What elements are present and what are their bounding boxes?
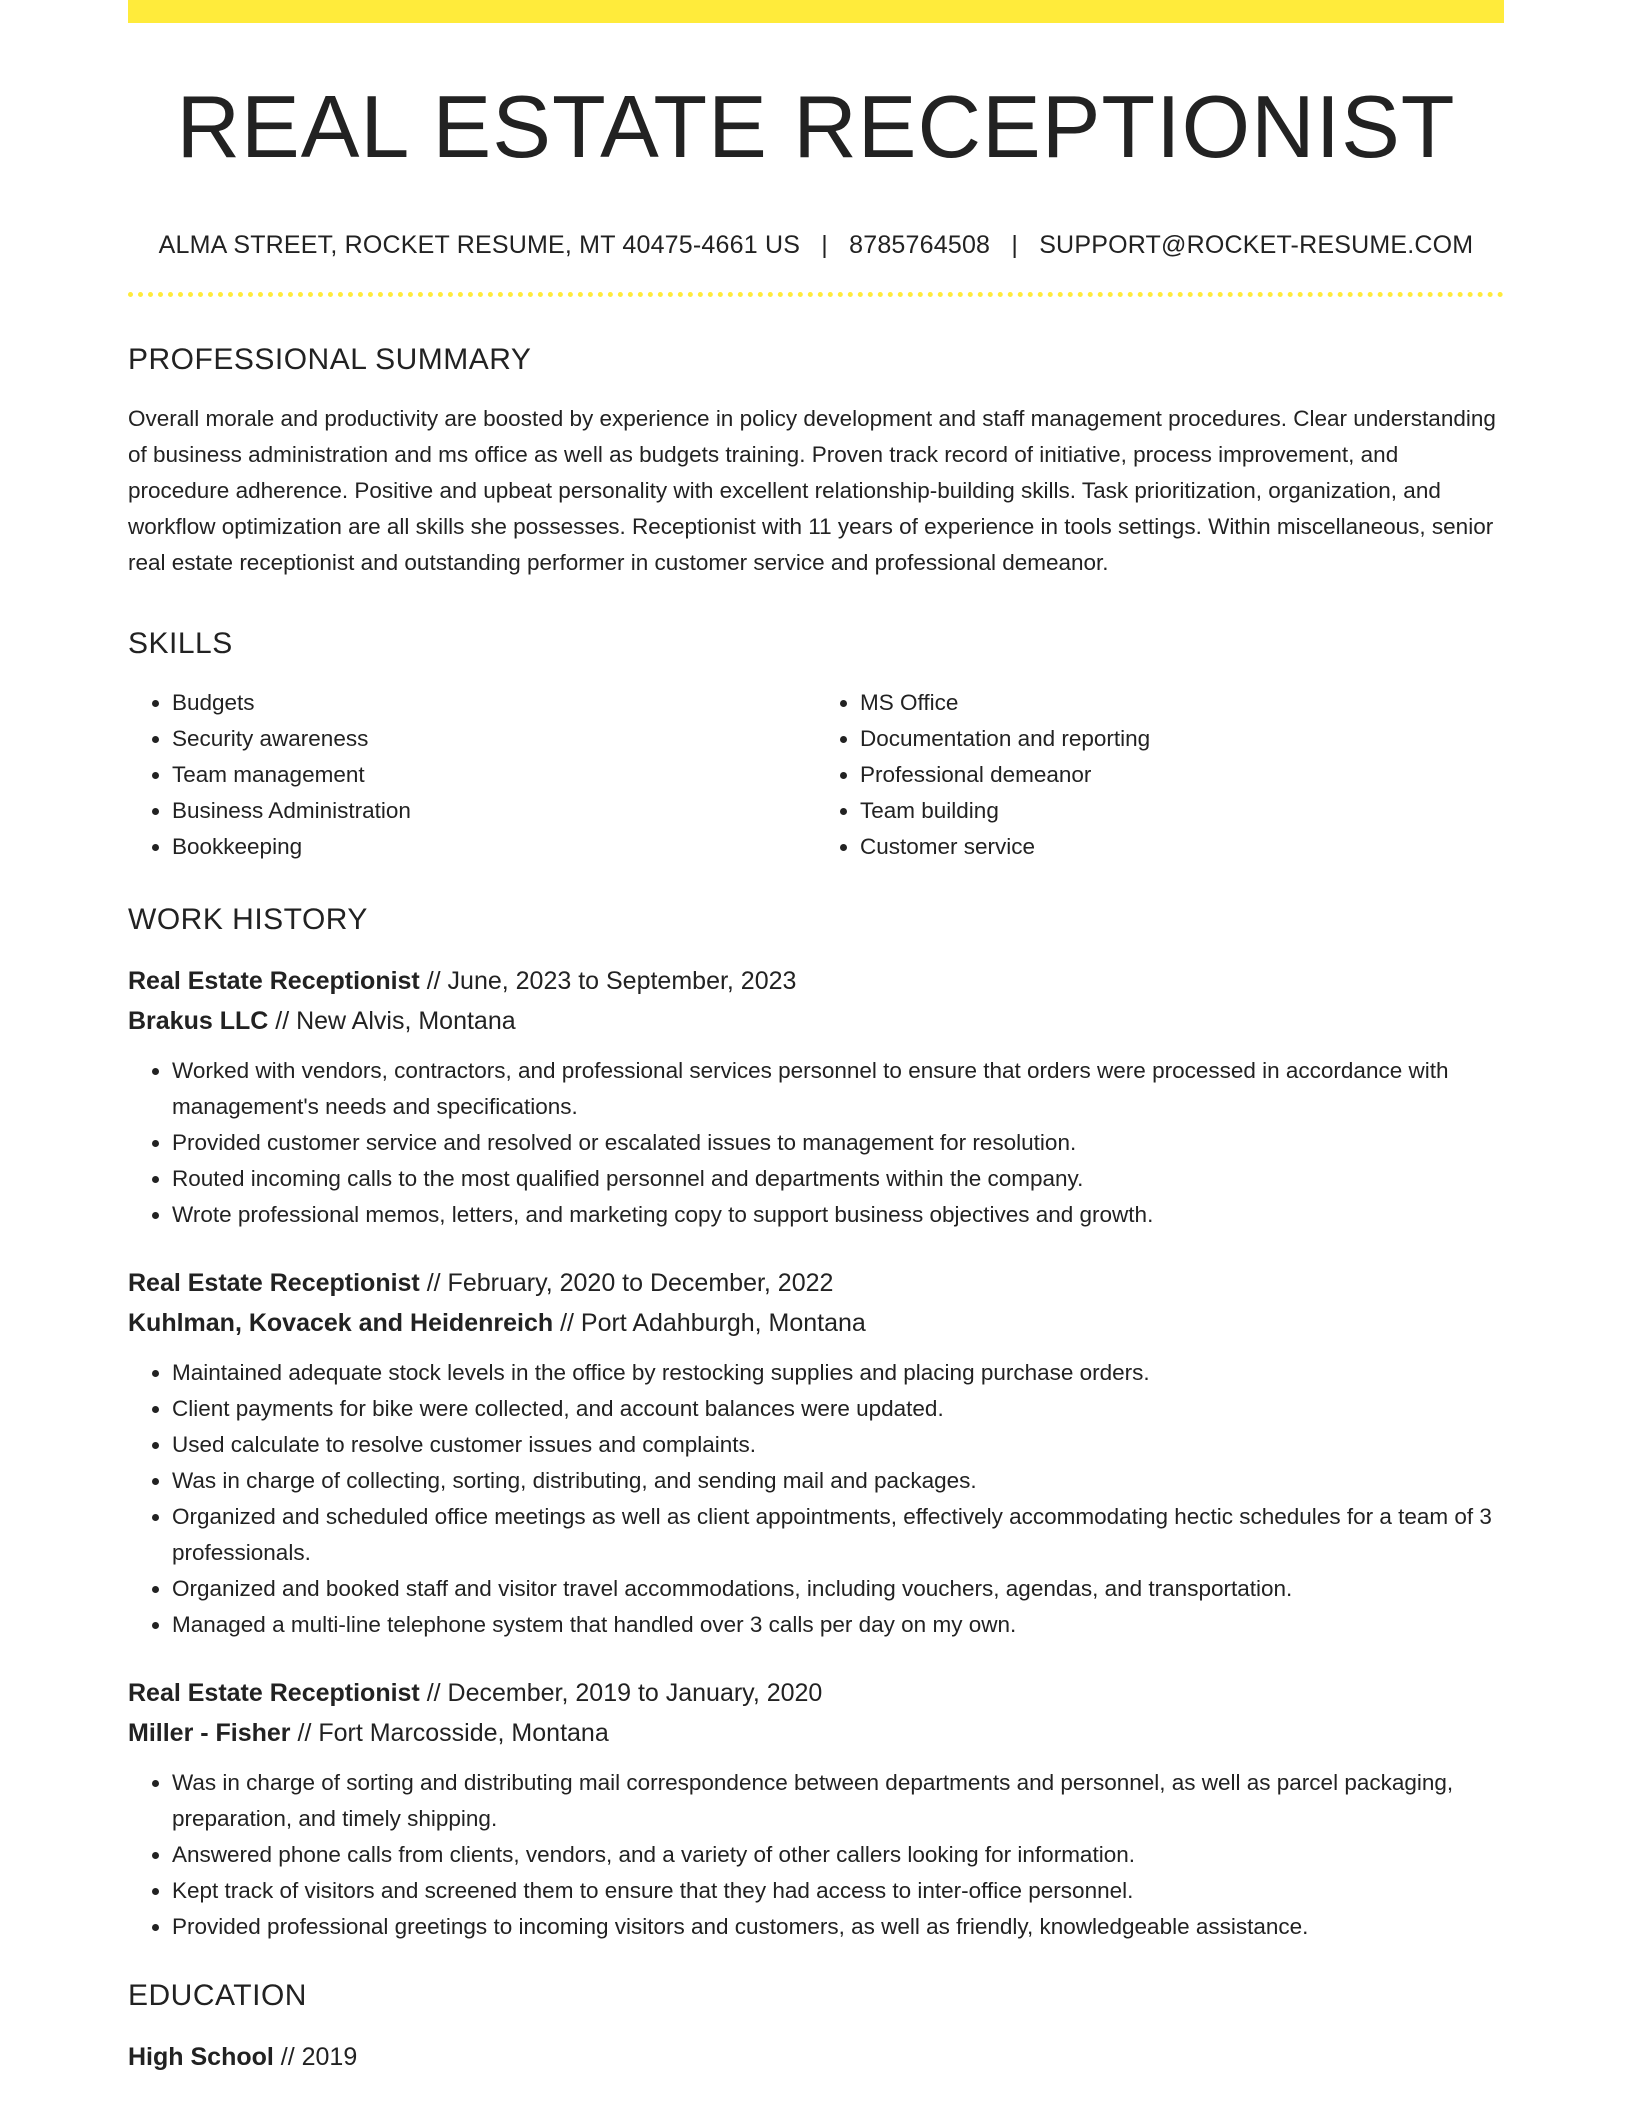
resume-title: REAL ESTATE RECEPTIONIST [176, 77, 1456, 176]
job-bullet: • Was in charge of collecting, sorting, distributing, and sending mail and packages. [172, 1463, 1504, 1499]
job-entry [128, 961, 1504, 1233]
job-bullet: • Provided customer service and resolved or escalated issues to management for resolution. [172, 1125, 1504, 1161]
job-dates: // June, 2023 to September, 2023 [419, 967, 797, 995]
job-bullet: • Was in charge of sorting and distributing mail correspondence between departments and personnel, as well as parcel packaging, preparation, and timely shipping. [172, 1765, 1504, 1837]
job-bullet: • Organized and booked staff and visitor travel accommodations, including vouchers, agendas, and transportation. [172, 1571, 1504, 1607]
job-bullet: • Answered phone calls from clients, vendors, and a variety of other callers looking for information. [172, 1837, 1504, 1873]
job-company-line [128, 1713, 1504, 1753]
skill-item: • Documentation and reporting [860, 721, 1504, 757]
job-location: // Port Adahburgh, Montana [553, 1309, 866, 1337]
education-year: // 2019 [273, 2043, 358, 2071]
job-bullets [128, 1765, 1504, 1945]
contact-separator: | [1011, 231, 1019, 259]
job-bullet: • Client payments for bike were collected, and account balances were updated. [172, 1391, 1504, 1427]
job-role: Real Estate Receptionist [128, 967, 420, 995]
job-company: Brakus LLC [128, 1007, 269, 1035]
education-degree: High School [128, 2043, 274, 2071]
job-company: Miller - Fisher [128, 1719, 291, 1747]
work-history-heading: WORK HISTORY [128, 903, 368, 936]
job-location: // Fort Marcosside, Montana [290, 1719, 609, 1747]
skill-item: • Bookkeeping [172, 829, 816, 865]
job-entry [128, 1263, 1504, 1643]
contact-line [128, 231, 1504, 260]
job-location: // New Alvis, Montana [268, 1007, 516, 1035]
contact-email: SUPPORT@ROCKET-RESUME.COM [1039, 231, 1474, 259]
job-bullet: • Provided professional greetings to incoming visitors and customers, as well as friendly, knowledgeable assistance. [172, 1909, 1504, 1945]
education-heading: EDUCATION [128, 1979, 307, 2012]
top-accent-bar [128, 0, 1504, 23]
skills-column-left [128, 685, 816, 865]
header-divider [128, 292, 1504, 297]
contact-separator: | [821, 231, 828, 259]
job-role: Real Estate Receptionist [128, 1269, 420, 1297]
skill-item: • Customer service [860, 829, 1504, 865]
contact-address: ALMA STREET, ROCKET RESUME, MT 40475-4661 US [158, 231, 801, 259]
job-dates: // December, 2019 to January, 2020 [419, 1679, 823, 1707]
skill-item: • Business Administration [172, 793, 816, 829]
skill-item: • MS Office [860, 685, 1504, 721]
skill-item: • Team management [172, 757, 816, 793]
job-bullets [128, 1355, 1504, 1643]
skill-item: • Professional demeanor [860, 757, 1504, 793]
job-bullet: • Organized and scheduled office meetings as well as client appointments, effectively accommodating hectic schedules for a team of 3 professionals. [172, 1499, 1504, 1571]
job-role: Real Estate Receptionist [128, 1679, 420, 1707]
job-bullet: • Maintained adequate stock levels in the office by restocking supplies and placing purchase orders. [172, 1355, 1504, 1391]
summary-heading: PROFESSIONAL SUMMARY [128, 343, 532, 376]
job-bullet: • Managed a multi-line telephone system that handled over 3 calls per day on my own. [172, 1607, 1504, 1643]
job-bullet: • Used calculate to resolve customer issues and complaints. [172, 1427, 1504, 1463]
job-company: Kuhlman, Kovacek and Heidenreich [128, 1309, 554, 1337]
skill-item: • Team building [860, 793, 1504, 829]
skill-item: • Security awareness [172, 721, 816, 757]
job-bullets [128, 1053, 1504, 1233]
job-company-line [128, 1001, 1504, 1041]
job-entry [128, 1673, 1504, 1945]
skills-column-right [816, 685, 1504, 865]
job-company-line [128, 1303, 1504, 1343]
resume-page [128, 0, 1504, 2077]
summary-text: Overall morale and productivity are boosted by experience in policy development and staff management procedures. Clear understanding of business administration and ms office as well as budgets training. Proven track record of initiative, process improvement, and procedure adherence. Positive and upbeat personality with excellent relationship-building skills. Task prioritization, organization, and workflow optimization are all skills she possesses. Receptionist with 11 years of experience in tools settings. Within miscellaneous, senior real estate receptionist and outstanding performer in customer service and professional demeanor. [128, 406, 1496, 575]
job-bullet: • Routed incoming calls to the most qualified personnel and departments within the company. [172, 1161, 1504, 1197]
job-dates: // February, 2020 to December, 2022 [419, 1269, 834, 1297]
skills-heading: SKILLS [128, 627, 233, 660]
job-title-line [128, 1673, 1504, 1713]
job-bullet: • Worked with vendors, contractors, and professional services personnel to ensure that orders were processed in accordance with management's needs and specifications. [172, 1053, 1504, 1125]
contact-phone: 8785764508 [849, 231, 991, 259]
job-title-line [128, 961, 1504, 1001]
skill-item: • Budgets [172, 685, 816, 721]
job-bullet: • Kept track of visitors and screened them to ensure that they had access to inter-office personnel. [172, 1873, 1504, 1909]
job-bullet: • Wrote professional memos, letters, and marketing copy to support business objectives and growth. [172, 1197, 1504, 1233]
skills-list [128, 685, 1504, 865]
education-entry [128, 2037, 1504, 2077]
job-title-line [128, 1263, 1504, 1303]
education-line [128, 2037, 1504, 2077]
